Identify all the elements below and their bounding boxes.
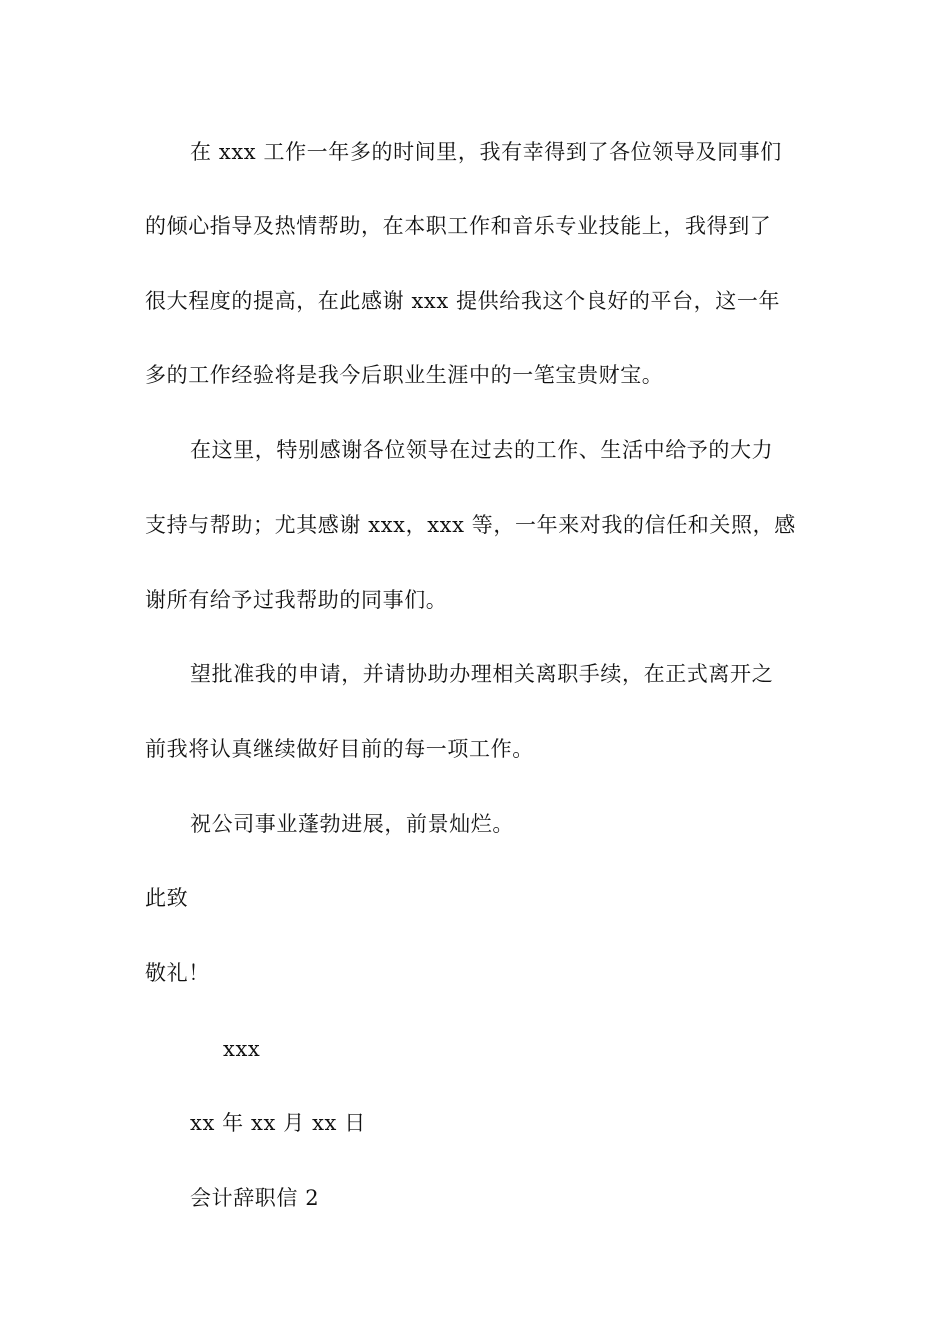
paragraph-2-line-1: 在这里，特别感谢各位领导在过去的工作、生活中给予的大力 [190, 438, 774, 462]
paragraph-3-line-1: 望批准我的申请，并请协助办理相关离职手续，在正式离开之 [190, 662, 774, 686]
wish-line: 祝公司事业蓬勃进展，前景灿烂。 [190, 812, 514, 836]
paragraph-3-line-2: 前我将认真继续做好目前的每一项工作。 [145, 737, 534, 761]
paragraph-1-line-4: 多的工作经验将是我今后职业生涯中的一笔宝贵财宝。 [145, 363, 664, 387]
paragraph-2-line-2: 支持与帮助；尤其感谢 xxx，xxx 等，一年来对我的信任和关照，感 [145, 513, 796, 537]
signature-date: xx 年 xx 月 xx 日 [190, 1111, 366, 1135]
closing-ci-zhi: 此致 [145, 886, 189, 910]
closing-jing-li: 敬礼！ [145, 961, 210, 985]
paragraph-1-line-1: 在 xxx 工作一年多的时间里，我有幸得到了各位领导及同事们 [190, 140, 782, 164]
paragraph-1-line-3: 很大程度的提高，在此感谢 xxx 提供给我这个良好的平台，这一年 [145, 289, 781, 313]
next-letter-title: 会计辞职信 2 [190, 1186, 320, 1210]
paragraph-1-line-2: 的倾心指导及热情帮助，在本职工作和音乐专业技能上，我得到了 [145, 214, 772, 238]
paragraph-2-line-3: 谢所有给予过我帮助的同事们。 [145, 588, 448, 612]
signature-name: xxx [223, 1037, 261, 1061]
